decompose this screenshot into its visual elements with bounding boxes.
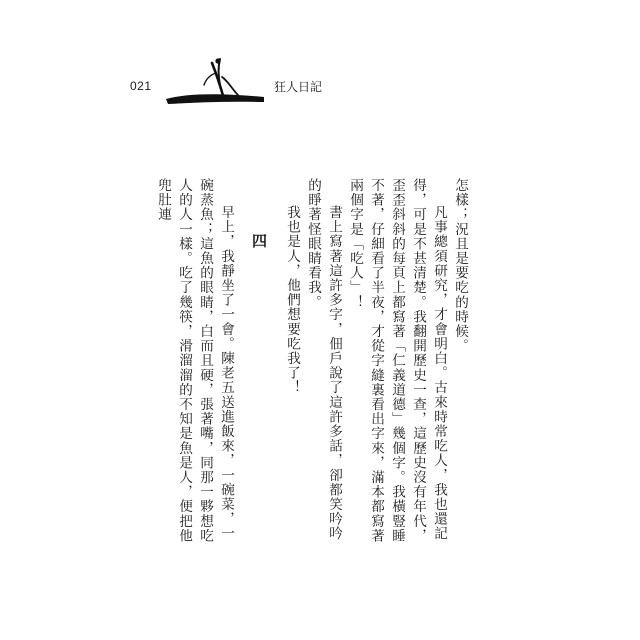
brush-figure-illustration bbox=[160, 55, 270, 110]
paragraph: 怎樣；況且是要吃的時候。 bbox=[452, 178, 468, 354]
paragraph: 凡事總須研究，才會明白。古來時常吃人，我也還記得，可是不甚清楚。我翻開歷史一查，這歷史沒有年代，歪歪斜斜的每頁上都寫著「仁義道德」幾個字。我橫豎睡不著，仔細看了半夜，才從字縫裏看出字來，滿本都寫著兩個字是「吃人」！ bbox=[347, 178, 447, 543]
paragraph: 我也是人，他們想要吃我了！ bbox=[284, 205, 300, 395]
running-title: 狂人日記 bbox=[274, 80, 323, 94]
vertical-body-text bbox=[140, 178, 470, 548]
paragraph: 書上寫著這許多字，佃戶說了這許多話，卻都笑吟吟的睜著怪眼睛看我。 bbox=[305, 178, 342, 541]
paragraph: 早上，我靜坐了一會。陳老五送進飯來，一碗菜，一碗蒸魚；這魚的眼睛，白而且硬，張著嘴，同那一夥想吃人的人一樣。吃了幾筷，滑溜溜的不知是魚是人，便把他兜肚連 bbox=[155, 178, 234, 543]
page-number: 021 bbox=[130, 79, 152, 93]
chapter-heading: 四 bbox=[250, 233, 268, 250]
